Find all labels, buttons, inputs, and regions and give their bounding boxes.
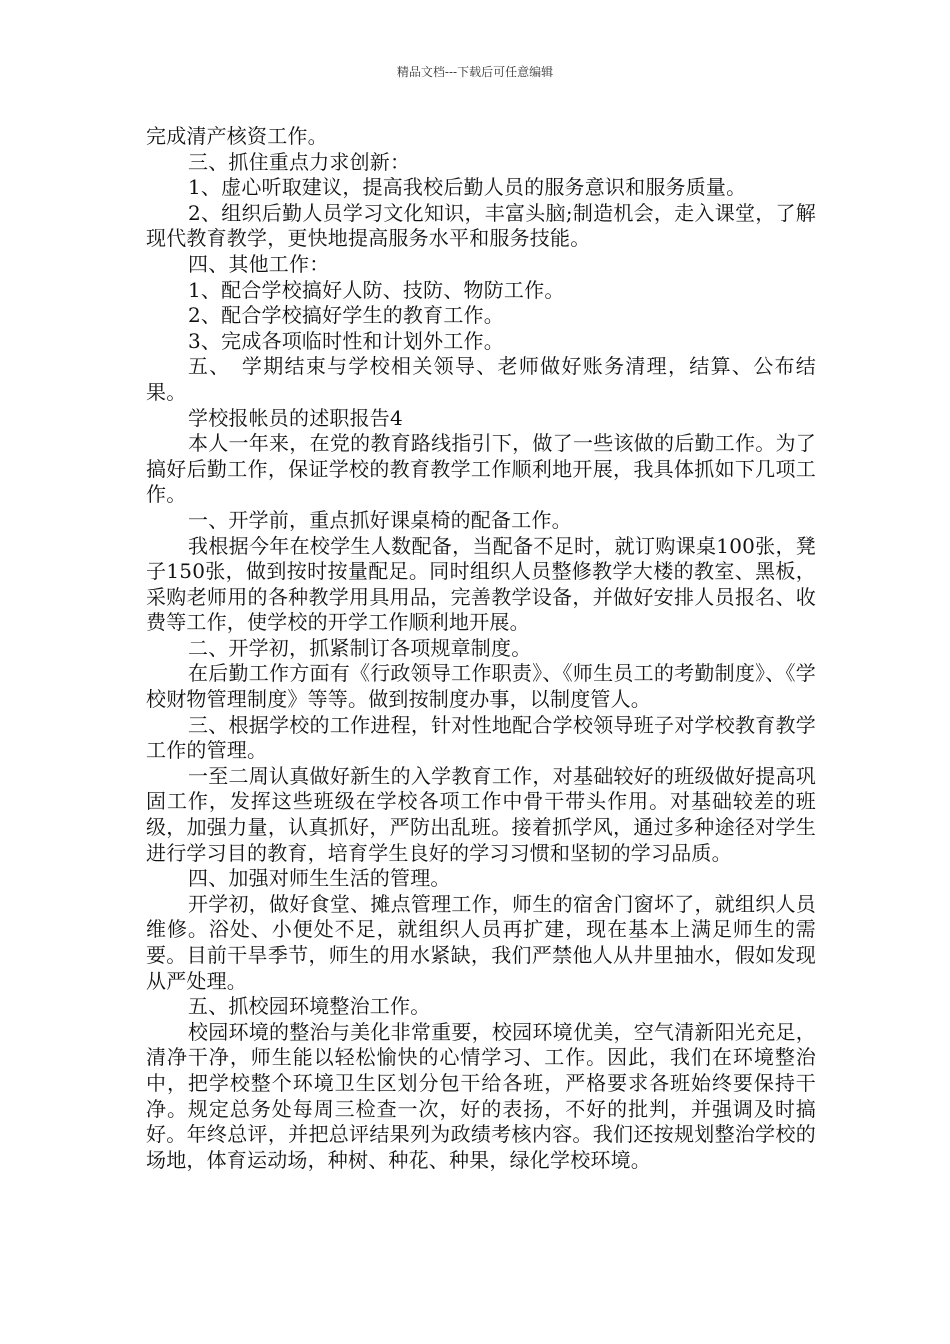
body-paragraph: 开学初，做好食堂、摊点管理工作，师生的宿舍门窗坏了，就组织人员维修。浴处、小便处不足，就组织人员再扩建，现在基本上满足师生的需要。目前干旱季节，师生的用水紧缺，我们严禁他人从井里抽水，假如发现从严处理。 [146,891,816,993]
intro-paragraph: 本人一年来，在党的教育路线指引下，做了一些该做的后勤工作。为了搞好后勤工作，保证学校的教育教学工作顺利地开展，我具体抓如下几项工作。 [146,431,816,507]
section-heading: 二、开学初，抓紧制订各项规章制度。 [188,635,532,660]
page-header: 精品文档---下载后可任意编辑 [396,65,554,79]
report-title: 学校报帐员的述职报告4 [188,405,403,430]
section-heading: 五、抓校园环境整治工作。 [188,994,431,1019]
document-body [146,124,816,1173]
section-heading-4: 四、其他工作： [188,251,330,276]
section-heading-3: 三、抓住重点力求创新： [188,149,411,174]
body-paragraph: 一至二周认真做好新生的入学教育工作，对基础较好的班级做好提高巩固工作，发挥这些班级在学校各项工作中骨干带头作用。对基础较差的班级，加强力量，认真抓好，严防出乱班。接着抓学风，通过多种途径对学生进行学习目的教育，培育学生良好的学习习惯和坚韧的学习品质。 [146,763,816,865]
section-heading: 三、根据学校的工作进程，针对性地配合学校领导班子对学校教育教学工作的管理。 [146,712,816,763]
list-item: 1、配合学校搞好人防、技防、物防工作。 [188,277,565,302]
section-heading: 四、加强对师生生活的管理。 [188,866,451,891]
list-item: 2、配合学校搞好学生的教育工作。 [188,303,504,328]
list-item: 1、虚心听取建议，提高我校后勤人员的服务意识和服务质量。 [188,175,747,200]
section-heading-5: 五、 学期结束与学校相关领导、老师做好账务清理，结算、公布结果。 [146,354,816,404]
body-paragraph: 校园环境的整治与美化非常重要，校园环境优美，空气清新阳光充足，清净干净，师生能以轻松愉快的心情学习、工作。因此，我们在环境整治中，把学校整个环境卫生区划分包干给各班，严格要求各班始终要保持干净。规定总务处每周三检查一次，好的表扬，不好的批判，并强调及时搞好。年终总评，并把总评结果列为政绩考核内容。我们还按规划整治学校的场地，体育运动场，种树、种花、种果，绿化学校环境。 [146,1019,816,1172]
list-item: 3、完成各项临时性和计划外工作。 [188,328,504,353]
list-item: 2、组织后勤人员学习文化知识，丰富头脑;制造机会，走入课堂，了解现代教育教学，更快地提高服务水平和服务技能。 [146,200,816,251]
section-heading: 一、开学前，重点抓好课桌椅的配备工作。 [188,507,572,532]
body-paragraph: 我根据今年在校学生人数配备，当配备不足时，就订购课桌100张，凳子150张，做到按时按量配足。同时组织人员整修教学大楼的教室、黑板，采购老师用的各种教学用具用品，完善教学设备，并做好安排人员报名、收费等工作，使学校的开学工作顺利地开展。 [146,533,816,635]
paragraph-1: 完成清产核资工作。 [146,124,328,148]
body-paragraph: 在后勤工作方面有《行政领导工作职责》、《师生员工的考勤制度》、《学校财物管理制度》等等。做到按制度办事，以制度管人。 [146,661,816,712]
